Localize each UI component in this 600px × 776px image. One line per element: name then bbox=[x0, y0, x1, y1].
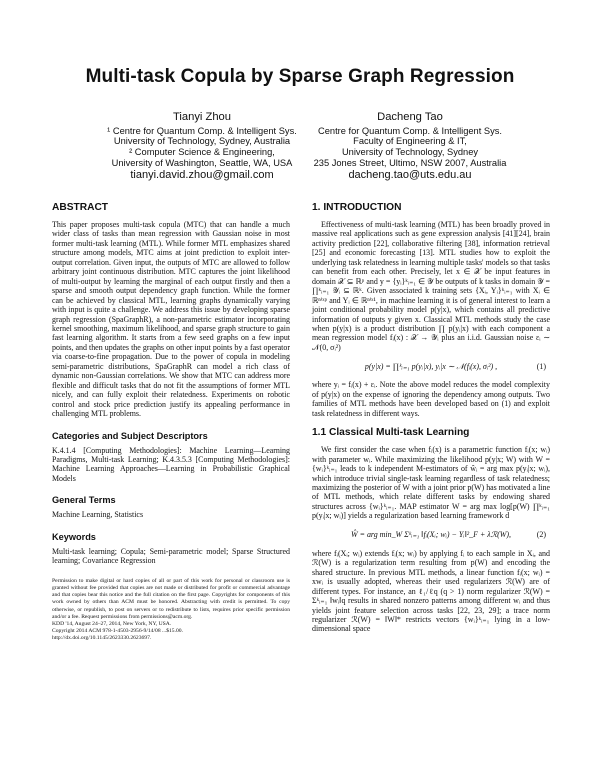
left-column bbox=[52, 202, 290, 643]
categories-text: K.4.1.4 [Computing Methodologies]: Machine Learning—Learning Paradigms, Multi-task Learning; K.4.3.5.3 [Computing Methodologies]: Machine Learning Approaches—Learning in Probabilistic Graphical Models bbox=[52, 445, 290, 483]
equation-1 bbox=[312, 352, 550, 380]
equation-2-number: (2) bbox=[536, 530, 546, 540]
author-name: Tianyi Zhou bbox=[172, 111, 232, 123]
permission-notice: Permission to make digital or hard copies of all or part of this work for personal or classroom use is granted without fee provided that copies are not made or distributed for profit or commercial advantage and that copies bear this notice and the full citation on the first page. Copyrights for components of this work owned by others than ACM must be honored. Abstracting with credit is permitted. To copy otherwise, or republish, to post on servers or to redistribute to lists, requires prior specific permission and/or a fee. Request permissions from permissions@acm.org. bbox=[52, 577, 290, 620]
affiliation-line: University of Technology, Sydney bbox=[341, 147, 479, 158]
intro-paragraph-1: Effectiveness of multi-task learning (MTL) has been broadly proved in massive real applications such as gene expression analysis [41][24], brain activity prediction [22], collaborative filtering [38], information retrieval [25] and economic forecasting [13]. MTL studies how to exploit the underlying task relatedness in learning multiple tasks' models so that tasks can benefit from each other. Precisely, let x ∈ 𝒳 be input features in domain 𝒳 ⊆ ℝᵖ and y = {yᵢ}ᵏᵢ₌₁ ∈ 𝒴 be outputs of k tasks in domain 𝒴 = ∏ᵏᵢ₌₁ 𝒴ᵢ ⊆ ℝᵏ. Given associated k training sets {Xᵢ, Yᵢ}ᵏᵢ₌₁ with Xᵢ ∈ ℝⁿⁱˣᵖ and Yᵢ ∈ ℝⁿⁱˣ¹, in machine learning it is of general interest to learn a joint conditional probability model p(y|x), which contains all predictive information of outputs y given x. Classical MTL methods study the case when p(y|x) is a product distribution ∏ p(yᵢ|x) with each component a mean regression model fᵢ(x) : 𝒳 → 𝒴ᵢ plus an i.i.d. Gaussian noise εᵢ ∼ 𝒩(0, σᵢ²) bbox=[312, 220, 550, 352]
author-email: tianyi.david.zhou@gmail.com bbox=[130, 168, 274, 181]
doi-line: http://dx.doi.org/10.1145/2623330.2623697. bbox=[52, 635, 152, 642]
author-block-2 bbox=[300, 112, 520, 180]
affiliation-line: University of Washington, Seattle, WA, USA bbox=[111, 157, 293, 168]
equation-2 bbox=[312, 521, 550, 549]
affiliation-line: Faculty of Engineering & IT, bbox=[353, 136, 467, 147]
subsection-paragraph-2: where fᵢ(Xᵢ; wᵢ) extends fᵢ(x; wᵢ) by applying fᵢ to each sample in Xᵢ, and ℛ(W) is a regularization term resulting from p(W) and encoding the shared structure. In previous MTL methods, a linear function fᵢ(x; wᵢ) = xwᵢ is usually adopted, whereas their used regularizers ℛ(W) are of different types. For instance, an ℓ₁/ℓq (q > 1) norm regularizer ℛ(W) = Σᵏᵢ₌₁ ‖wᵢ‖q results in shared nonzero patterns among different wᵢ and thus yields joint feature selection across tasks [22, 23, 29]; a trace norm regularizer ℛ(W) = ‖W‖* restricts vectors {wᵢ}ᵏᵢ₌₁ lying in a low-dimensional space bbox=[312, 548, 550, 634]
equation-1-body: p(y|x) = ∏ᵏᵢ₌₁ p(yᵢ|x), yᵢ|x ∼ 𝒩(fᵢ(x), σᵢ²) , bbox=[364, 361, 498, 371]
right-column bbox=[312, 202, 550, 634]
kdd-line: KDD '14, August 24–27, 2014, New York, NY, USA. bbox=[52, 620, 172, 627]
affiliation-line: ¹ Centre for Quantum Comp. & Intelligent Sys. bbox=[107, 125, 297, 136]
keywords-heading: Keywords bbox=[52, 531, 96, 542]
terms-heading: General Terms bbox=[52, 495, 116, 506]
affiliation-line: ² Computer Science & Engineering, bbox=[129, 147, 275, 158]
equation-2-body: Ŵ = arg min_W Σᵏᵢ₌₁ ‖fᵢ(Xᵢ; wᵢ) − Yᵢ‖²_F + λℛ(W), bbox=[351, 530, 511, 540]
intro-heading: 1. INTRODUCTION bbox=[312, 202, 402, 213]
subsection-paragraph-1: We first consider the case when fᵢ(x) is a parametric function fᵢ(x; wᵢ) with parameter wᵢ. While maximizing the likelihood p(y|x; W) with W = {wᵢ}ᵏᵢ₌₁ leads to k independent M-estimators of ŵᵢ = arg max p(yᵢ|x; wᵢ), which introduce trivial single-task learning regardless of task relatedness; maximizing the posterior of W with a joint prior p(W) has motivated a line of MTL methods, which relate different tasks by endowing shared structures across {wᵢ}ᵏᵢ₌₁. MAP estimator W = arg max log[p(W) ∏ᵏᵢ₌₁ p(yᵢ|x; wᵢ)] yields a regularization based learning framework d bbox=[312, 445, 550, 521]
author-email: dacheng.tao@uts.edu.au bbox=[348, 168, 472, 181]
equation-1-number: (1) bbox=[536, 361, 546, 371]
abstract-text: This paper proposes multi-task copula (MTC) that can handle a much wider class of tasks than mean regression with Gaussian noise in most former multi-task learning (MTL). While former MTL emphasizes shared structure among models, MTC aims at joint prediction to exploit inter-output correlation. Given input, the outputs of MTC are allowed to follow arbitrary joint continuous distribution. MTC captures the joint likelihood of multi-output by learning the marginal of each output firstly and then a sparse and smooth output dependency graph function. While the former can be achieved by classical MTL, learning graphs dynamically varying with input is quite a challenge. We address this issue by developing sparse graph regression (SpaGraphR), a non-parametric estimator incorporating kernel smoothing, maximum likelihood, and sparse graph structure to gain fast learning algorithm. It starts from a few seed graphs on a few input points, and then updates the graphs on other input points by a fast operator via coarse-to-fine propagation. Due to the power of copula in modeling semi-parametric distributions, SpaGraphR can model a rich class of dynamic non-Gaussian correlations. We show that MTC can address more flexible and difficult tasks that do not fit the assumptions of former MTL nicely, and can fully exploit their relatedness. Experiments on robotic control and stock price prediction justify its appealing performance in challenging MTL problems. bbox=[52, 220, 290, 419]
paper-title: Multi-task Copula by Sparse Graph Regression bbox=[85, 66, 515, 87]
author-name: Dacheng Tao bbox=[377, 111, 443, 123]
affiliation-line: Centre for Quantum Comp. & Intelligent Sys. bbox=[318, 125, 502, 136]
subsection-heading: 1.1 Classical Multi-task Learning bbox=[312, 427, 470, 439]
abstract-heading: ABSTRACT bbox=[52, 202, 109, 213]
terms-text: Machine Learning, Statistics bbox=[52, 510, 144, 520]
copyright-line: Copyright 2014 ACM 978-1-4503-2956-9/14/08 ...$15.00. bbox=[52, 628, 183, 635]
author-block-1 bbox=[92, 112, 312, 180]
categories-heading: Categories and Subject Descriptors bbox=[52, 430, 208, 441]
affiliation-line: 235 Jones Street, Ultimo, NSW 2007, Australia bbox=[313, 157, 507, 168]
intro-paragraph-2: where yᵢ = fᵢ(x) + εᵢ. Note the above model reduces the model complexity of p(y|x) on the expense of ignoring the dependency among outputs. Two families of MTL methods have been developed based on (1) and exploit task relatedness in different ways. bbox=[312, 380, 550, 418]
keywords-text: Multi-task learning; Copula; Semi-parametric model; Sparse Structured learning; Covariance Regression bbox=[52, 546, 290, 566]
affiliation-line: University of Technology, Sydney, Australia bbox=[113, 136, 291, 147]
